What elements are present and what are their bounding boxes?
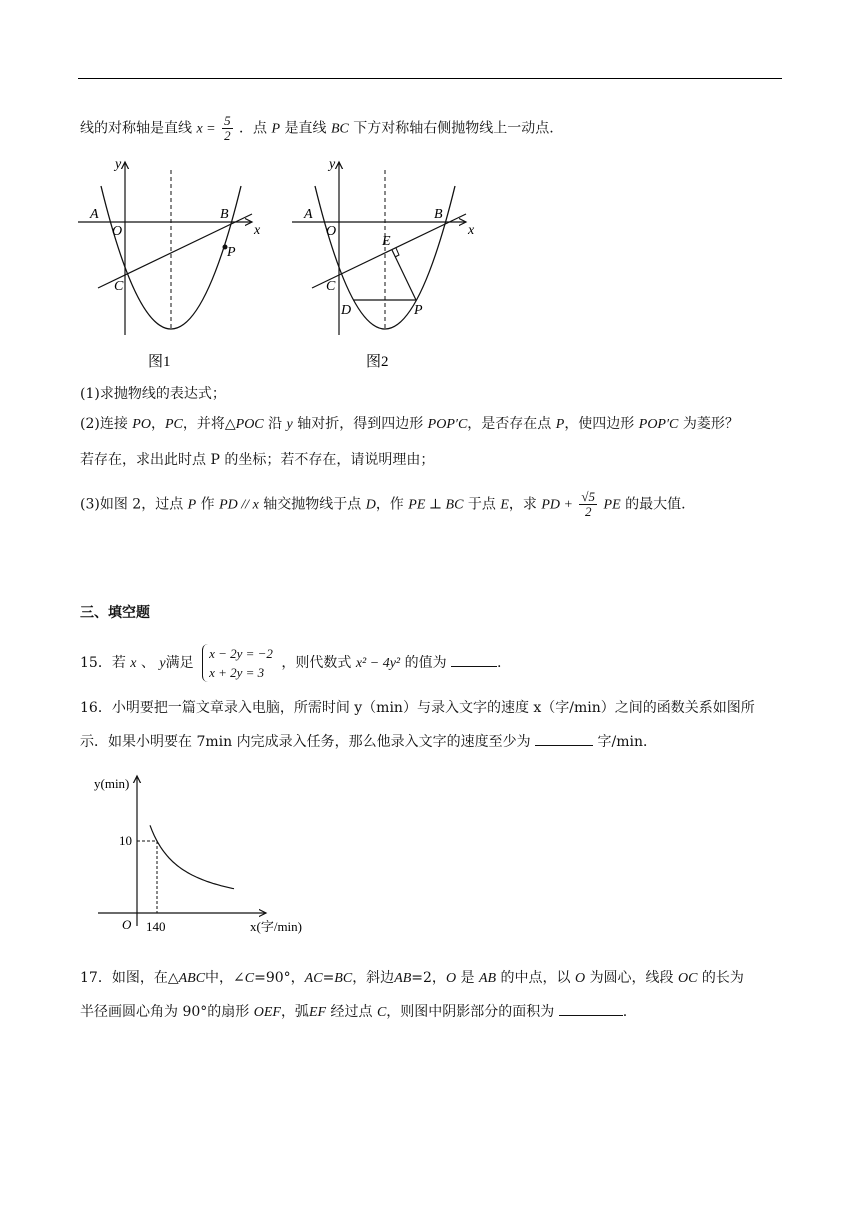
- label-d: D: [341, 303, 352, 318]
- text: 字/min．: [597, 734, 657, 750]
- q14-part2-line1: [80, 414, 739, 435]
- figure-1: [70, 150, 270, 375]
- text: 的长为: [701, 970, 744, 986]
- label-a: A: [304, 207, 313, 222]
- math: P: [555, 417, 565, 432]
- label-o: O: [326, 224, 337, 239]
- math: ABC: [178, 971, 206, 986]
- math: y: [159, 656, 166, 671]
- math: PC: [164, 417, 183, 432]
- label-p: P: [414, 303, 423, 318]
- equation-2: x + 2y = 3: [209, 665, 265, 680]
- text: (3)如图 2，过点: [80, 496, 184, 513]
- text: ，使四边形: [564, 416, 635, 432]
- text: ，: [150, 416, 165, 432]
- text: 满足: [165, 655, 194, 671]
- math: OEF: [253, 1005, 281, 1020]
- x-axis-label: x(字/min): [250, 919, 302, 934]
- text: ．点: [239, 120, 268, 137]
- answer-blank[interactable]: [451, 652, 497, 667]
- text: 是: [460, 970, 475, 986]
- equation-1: x − 2y = −2: [209, 646, 273, 661]
- math: P: [187, 497, 197, 513]
- text: ，求: [508, 496, 537, 513]
- math: O: [574, 971, 586, 986]
- math: EF: [308, 1005, 327, 1020]
- frac-den: 2: [224, 128, 231, 143]
- text: 中，∠: [205, 970, 245, 986]
- text: ，弧: [280, 1004, 309, 1020]
- label-c: C: [114, 279, 124, 294]
- text: .: [622, 1004, 628, 1020]
- text: 15．若: [80, 655, 126, 671]
- text: 经过点: [330, 1004, 373, 1020]
- figure-2: [284, 150, 484, 375]
- text: ，则图中阴影部分的面积为: [386, 1004, 555, 1020]
- math: PO: [132, 417, 151, 432]
- q14-tail-line: [80, 114, 554, 143]
- label-a: A: [90, 207, 99, 222]
- question-15: [80, 643, 501, 684]
- text: ，斜边: [352, 970, 395, 986]
- math-p: P: [271, 121, 281, 137]
- math: E: [500, 497, 509, 513]
- label-p: P: [227, 245, 236, 260]
- math: PE: [603, 497, 621, 513]
- text: .: [497, 655, 502, 671]
- text: 为圆心，线段: [589, 970, 674, 986]
- math: AB: [478, 971, 497, 986]
- text: 的值为: [404, 655, 447, 671]
- q14-part2-line2: [80, 450, 434, 470]
- text: 示．如果小明要在 7min 内完成录入任务，那么他录入文字的速度至少为: [80, 734, 531, 750]
- text: ，并将△: [182, 416, 236, 432]
- math: y: [286, 417, 293, 432]
- math: PD +: [541, 497, 573, 513]
- text: 的中点，以: [500, 970, 571, 986]
- equation-system: [202, 644, 273, 682]
- text: 作: [200, 496, 215, 513]
- text: 沿: [268, 416, 283, 432]
- math: PE ⊥ BC: [408, 497, 464, 513]
- label-b: B: [220, 207, 229, 222]
- inverse-curve: [150, 825, 234, 888]
- y-tick-10: 10: [119, 833, 132, 848]
- label-x: x: [468, 223, 475, 238]
- text: 为菱形？: [682, 416, 739, 432]
- text: =90°，: [254, 970, 305, 986]
- frac-num: 5: [224, 113, 231, 128]
- math: POC: [235, 417, 264, 432]
- label-c: C: [326, 279, 336, 294]
- math-x: x =: [196, 121, 216, 137]
- caption-fig2: 图2: [366, 354, 389, 370]
- fraction-sqrt5-2: [579, 490, 597, 519]
- text: 于点: [467, 496, 496, 513]
- text: =2，: [411, 970, 446, 986]
- section-heading: 三、填空题: [80, 605, 150, 621]
- graph-16: [90, 768, 320, 938]
- question-16-line1: [80, 698, 755, 718]
- math: x: [130, 656, 137, 671]
- text: 、: [140, 655, 155, 671]
- label-x: x: [254, 223, 261, 238]
- text: 若存在，求出此时点 P 的坐标；若不存在，请说明理由；: [80, 452, 435, 468]
- text: 是直线: [284, 120, 327, 137]
- text: 轴对折，得到四边形: [297, 416, 424, 432]
- caption-fig1: 图1: [148, 354, 171, 370]
- text: 线的对称轴是直线: [80, 120, 192, 137]
- math: POP′C: [638, 417, 679, 432]
- header-rule: [78, 78, 782, 79]
- question-16-line2: [80, 731, 657, 752]
- text: 的最大值.: [625, 496, 686, 513]
- text: =: [322, 970, 335, 986]
- label-y: y: [115, 157, 122, 172]
- text: ，是否存在点: [467, 416, 552, 432]
- question-17-line2: [80, 1001, 627, 1023]
- segment-pe: [392, 250, 416, 300]
- math: OC: [678, 971, 698, 986]
- fraction-5-2: [222, 114, 233, 143]
- math: POP′C: [427, 417, 468, 432]
- text: (1)求抛物线的表达式；: [80, 386, 226, 402]
- text: 半径画圆心角为 90°的扇形: [80, 1004, 250, 1020]
- origin-label: O: [122, 917, 132, 932]
- q14-part1: [80, 384, 226, 404]
- label-y: y: [329, 157, 336, 172]
- text: 下方对称轴右侧抛物线上一动点.: [353, 120, 554, 137]
- q14-part3: [80, 490, 686, 519]
- math-bc: BC: [330, 121, 349, 137]
- right-angle-mark: [395, 248, 399, 257]
- math: x² − 4y²: [355, 656, 401, 671]
- text: (2)连接: [80, 416, 128, 432]
- math: AB: [394, 971, 412, 986]
- text: 17．如图，在△: [80, 970, 179, 986]
- text: ，作: [375, 496, 404, 513]
- math: AC: [304, 971, 323, 986]
- frac-num: √5: [581, 489, 596, 504]
- y-axis-label: y(min): [94, 776, 130, 791]
- text: 16．小明要把一篇文章录入电脑，所需时间 y（min）与录入文字的速度 x（字/min）之间的函数关系如图所: [80, 700, 755, 716]
- math: O: [445, 971, 457, 986]
- x-tick-140: 140: [146, 919, 166, 934]
- answer-blank[interactable]: [559, 1001, 623, 1016]
- text: 轴交抛物线于点: [263, 496, 362, 513]
- math: BC: [334, 971, 353, 986]
- math: PD // x: [219, 497, 259, 513]
- math: D: [365, 497, 376, 513]
- answer-blank[interactable]: [535, 731, 593, 746]
- math: C: [244, 971, 255, 986]
- frac-den: 2: [584, 504, 592, 519]
- question-17-line1: [80, 968, 744, 989]
- label-e: E: [382, 234, 391, 249]
- label-o: O: [112, 224, 123, 239]
- text: ，则代数式: [281, 655, 352, 671]
- math: C: [376, 1005, 387, 1020]
- label-b: B: [434, 207, 443, 222]
